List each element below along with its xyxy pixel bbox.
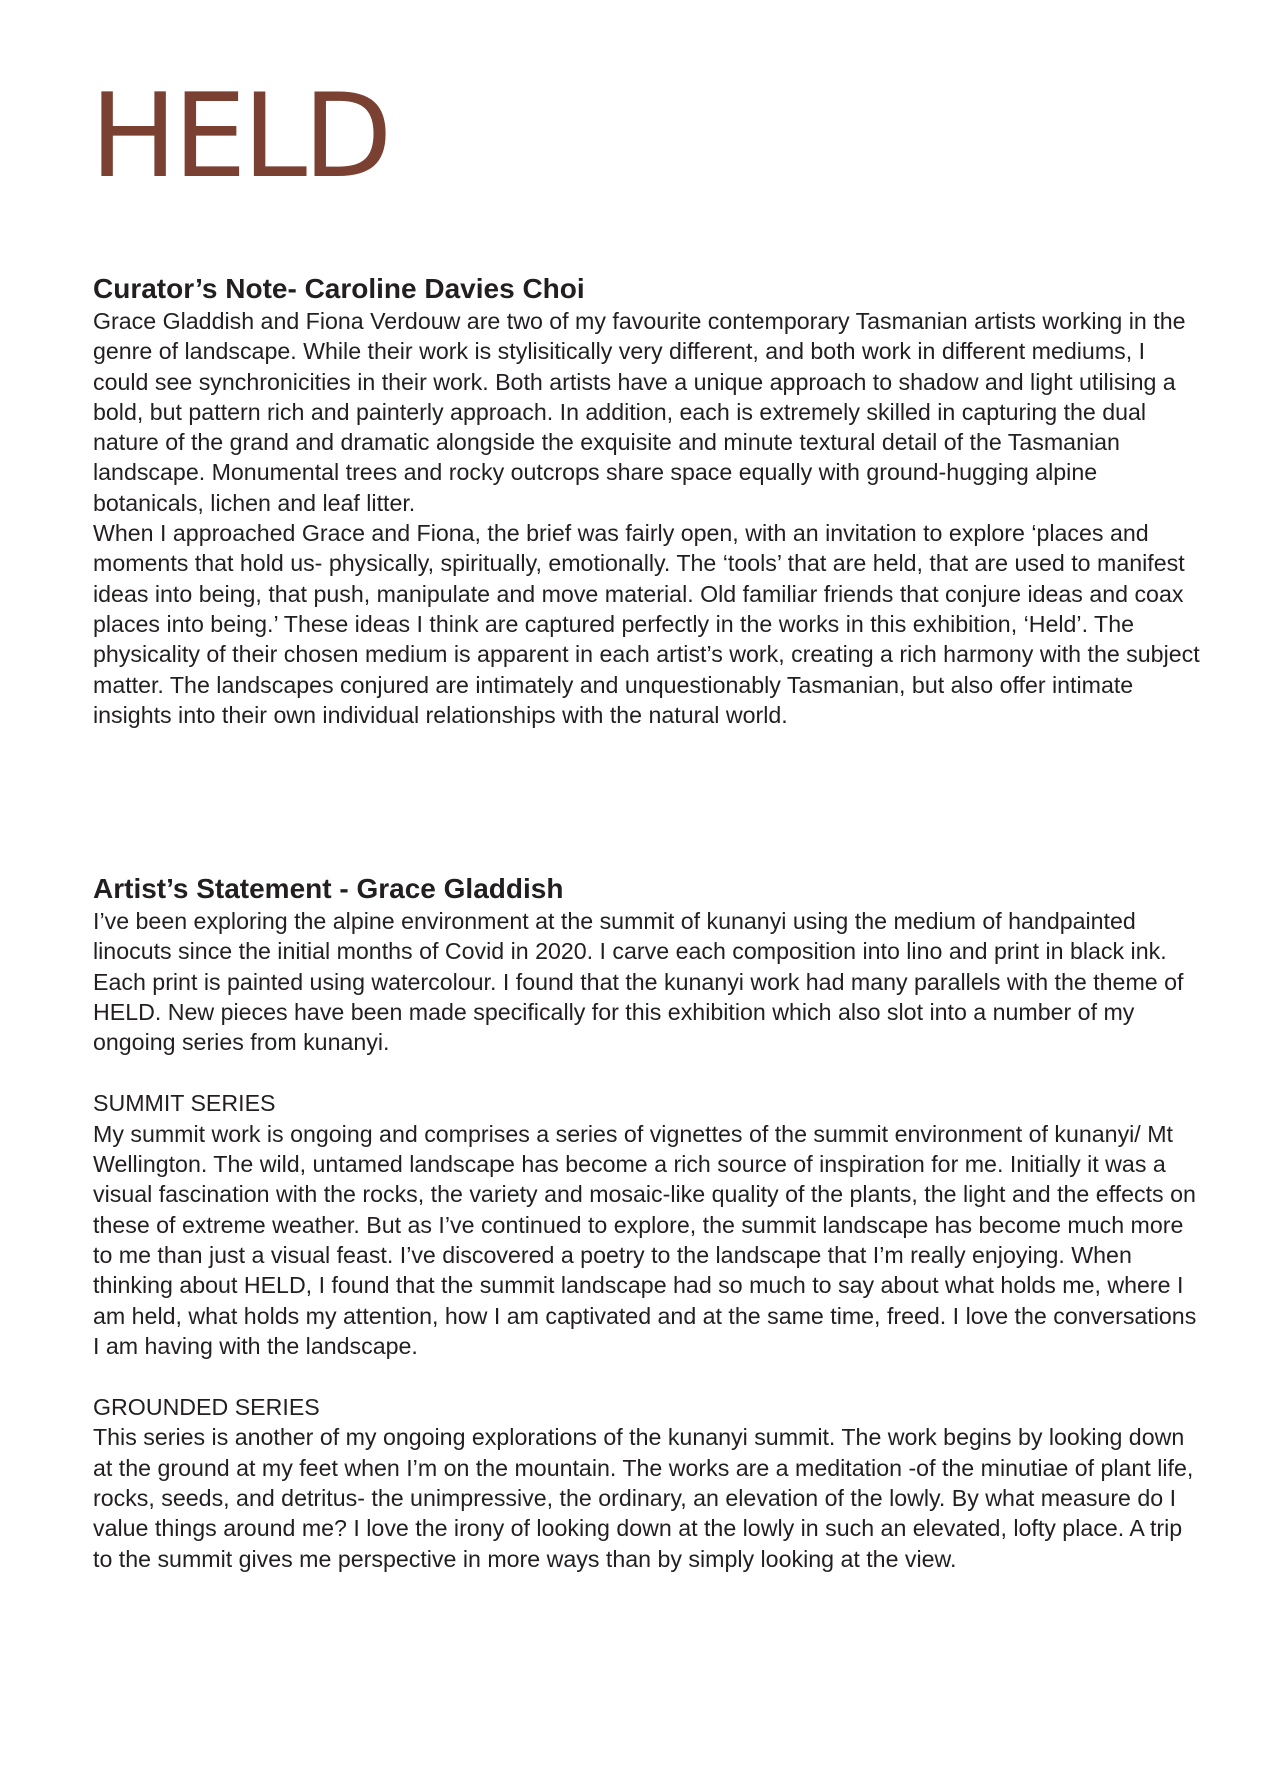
grounded-series-text: This series is another of my ongoing explorations of the kunanyi summit. The work begins by looking down at the ground at my feet when I’m on the mountain. The works are a meditation -of the minutiae of plant life, rocks, seeds, and detritus- the unimpressive, the ordinary, an elevation of the lowly. By what measure do I value things around me? I love the irony of looking down at the lowly in such an elevated, lofty place. A trip to the summit gives me perspective in more ways than by simply looking at the view. (93, 1424, 1194, 1572)
artists-statement-heading: Artist’s Statement - Grace Gladdish (93, 873, 564, 904)
page-title: HELD (90, 69, 389, 204)
summit-series-label: SUMMIT SERIES (93, 1090, 276, 1117)
artists-statement-section (93, 872, 1203, 1574)
artists-statement-intro: I’ve been exploring the alpine environment at the summit of kunanyi using the medium of handpainted linocuts since the initial months of Covid in 2020. I carve each composition into lino and print in black ink. Each print is painted using watercolour. I found that the kunanyi work had many parallels with the theme of HELD. New pieces have been made specifically for this exhibition which also slot into a number of my ongoing series from kunanyi. (93, 908, 1184, 1056)
paragraph-spacer (93, 1057, 1203, 1088)
summit-series-text: My summit work is ongoing and comprises a series of vignettes of the summit environment of kunanyi/ Mt Wellington. The wild, untamed landscape has become a rich source of inspiration for me. Initially it was a visual fascination with the rocks, the variety and mosaic-like quality of the plants, the light and the effects on these of extreme weather. But as I’ve continued to explore, the summit landscape has become much more to me than just a visual feast. I’ve discovered a poetry to the landscape that I’m really enjoying. When thinking about HELD, I found that the summit landscape had so much to say about what holds me, where I am held, what holds my attention, how I am captivated and at the same time, freed. I love the conversations I am having with the landscape. (93, 1120, 1197, 1359)
grounded-series-label: GROUNDED SERIES (93, 1394, 320, 1421)
paragraph-spacer (93, 1361, 1203, 1392)
curators-note-paragraph-1: Grace Gladdish and Fiona Verdouw are two of my favourite contemporary Tasmanian artists working in the genre of landscape. While their work is stylisitically very different, and both work in different mediums, I could see synchronicities in their work. Both artists have a unique approach to shadow and light utilising a bold, but pattern rich and painterly approach. In addition, each is extremely skilled in capturing the dual nature of the grand and dramatic alongside the exquisite and minute textural detail of the Tasmanian landscape. Monumental trees and rocky outcrops share space equally with ground-hugging alpine botanicals, lichen and leaf litter. (93, 308, 1186, 516)
curators-note-section (93, 272, 1203, 730)
curators-note-paragraph-2: When I approached Grace and Fiona, the brief was fairly open, with an invitation to explore ‘places and moments that hold us- physically, spiritually, emotionally. The ‘tools’ that are held, that are used to manifest ideas into being, that push, manipulate and move material. Old familiar friends that conjure ideas and coax places into being.’ These ideas I think are captured perfectly in the works in this exhibition, ‘Held’. The physicality of their chosen medium is apparent in each artist’s work, creating a rich harmony with the subject matter. The landscapes conjured are intimately and unquestionably Tasmanian, but also offer intimate insights into their own individual relationships with the natural world. (93, 520, 1200, 728)
curators-note-heading: Curator’s Note- Caroline Davies Choi (93, 273, 585, 304)
